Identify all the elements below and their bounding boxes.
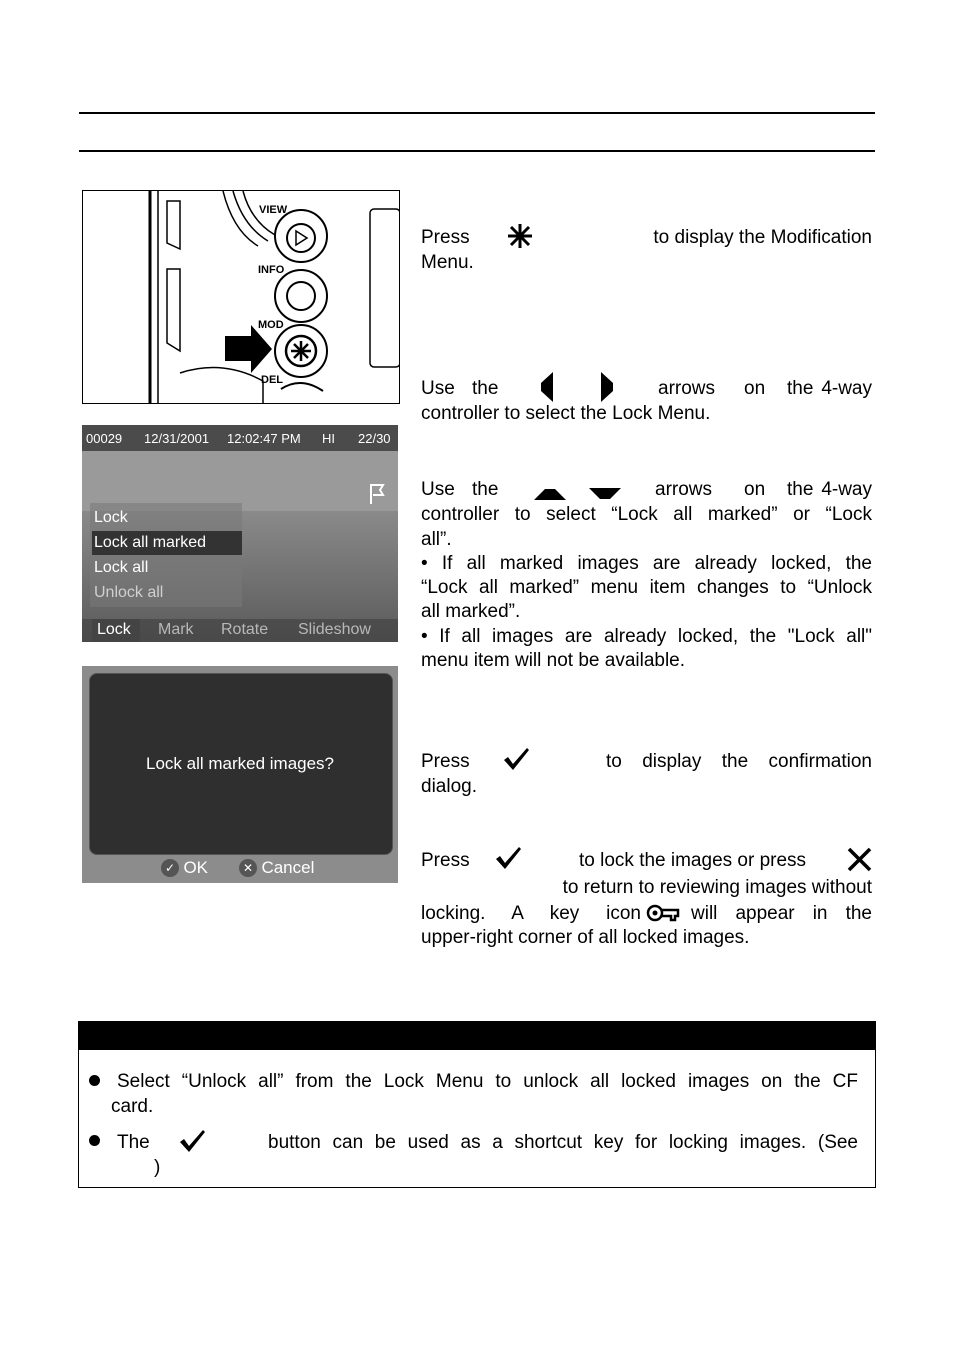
cancel-label: Cancel xyxy=(261,858,315,877)
image-count: 22/30 xyxy=(358,431,391,446)
step3-line3: all”. xyxy=(421,529,452,550)
tab-lock[interactable]: Lock xyxy=(97,621,131,638)
tab-slideshow[interactable]: Slideshow xyxy=(298,621,371,638)
ok-label: OK xyxy=(183,858,209,877)
camera-buttons-drawing xyxy=(83,191,399,403)
step2-way: 4-way xyxy=(821,378,872,399)
step4-cont: dialog. xyxy=(421,776,477,797)
step3-bullet1a: • If all marked images are already locked, the xyxy=(421,553,872,574)
step5-line3a: locking. A key icon xyxy=(421,903,641,924)
check-icon xyxy=(178,1128,206,1159)
frame-number: 00029 xyxy=(86,431,123,446)
tab-mark[interactable]: Mark xyxy=(158,621,194,638)
step4-press: Press xyxy=(421,751,470,772)
step3-use: Use xyxy=(421,479,455,500)
menu-item-lock-all-marked[interactable]: Lock all marked xyxy=(94,534,207,551)
step5-line4: upper-right corner of all locked images. xyxy=(421,927,750,948)
mod-label: MOD xyxy=(258,319,284,331)
menu-item-lock-all[interactable]: Lock all xyxy=(94,559,149,576)
lock-menu-screen xyxy=(82,425,398,642)
step5-press: Press xyxy=(421,850,470,871)
step3-on: on xyxy=(744,479,766,500)
note-item-2b: button can be used as a shortcut key for locking images. (See xyxy=(268,1132,858,1153)
sky-area xyxy=(82,451,398,511)
confirm-dialog-screen xyxy=(82,666,398,883)
step2-on: on xyxy=(744,378,766,399)
step3-way: 4-way xyxy=(821,479,872,500)
tab-rotate[interactable]: Rotate xyxy=(221,621,269,638)
header-rule-bottom xyxy=(79,150,875,152)
step2-arrows: arrows xyxy=(658,378,716,399)
status-bar xyxy=(82,425,398,451)
note-bullet-1 xyxy=(89,1075,100,1086)
step3-line2: controller to select “Lock all marked” or “Lock xyxy=(421,504,872,525)
dialog-cancel-button[interactable] xyxy=(239,858,314,878)
note-item-1b: card. xyxy=(111,1096,154,1117)
step2-the2: the xyxy=(787,378,814,399)
step2-use: Use xyxy=(421,378,455,399)
del-label: DEL xyxy=(261,374,283,386)
date-readout: 12/31/2001 xyxy=(144,431,210,446)
header-rule-top xyxy=(79,112,875,114)
step3-arrows: arrows xyxy=(655,479,713,500)
step-1 xyxy=(421,225,872,275)
menu-item-unlock-all[interactable]: Unlock all xyxy=(94,584,164,601)
dialog-message: Lock all marked images? xyxy=(145,754,335,773)
step5-rest: to lock the images or press xyxy=(579,850,807,871)
note-bullet-2 xyxy=(89,1135,100,1146)
step3-bullet2b: menu item will not be available. xyxy=(421,650,686,671)
step2-the: the xyxy=(472,378,499,399)
step5-line2: to return to reviewing images without xyxy=(562,877,872,898)
note-item-2c: ) xyxy=(154,1157,161,1178)
info-label: INFO xyxy=(258,264,285,276)
note-item-2a: The xyxy=(117,1132,150,1153)
view-label: VIEW xyxy=(259,204,288,216)
step3-bullet1c: all marked”. xyxy=(421,601,521,622)
step3-bullet1b: “Lock all marked” menu item changes to “Unlock xyxy=(421,577,872,598)
step1-press: Press xyxy=(421,227,470,248)
cancel-x-icon: ✕ xyxy=(239,859,257,877)
menu-item-lock[interactable]: Lock xyxy=(94,509,128,526)
step-4 xyxy=(421,749,872,799)
step1-cont: Menu. xyxy=(421,252,474,273)
camera-buttons-figure xyxy=(82,190,400,404)
step-2 xyxy=(421,376,872,426)
step5-line3b: will appear in the xyxy=(691,903,872,924)
step3-the2: the xyxy=(787,479,814,500)
step4-rest: to display the confirmation xyxy=(606,751,872,772)
step3-the: the xyxy=(472,479,499,500)
note-header-bar xyxy=(78,1021,876,1050)
step-3 xyxy=(421,477,872,672)
dialog-ok-button[interactable] xyxy=(161,858,208,878)
flag-icon xyxy=(369,483,385,505)
step3-bullet2a: • If all images are already locked, the "Lock all" xyxy=(421,626,872,647)
step2-cont: controller to select the Lock Menu. xyxy=(421,403,711,424)
step1-rest: to display the Modification xyxy=(653,227,872,248)
time-readout: 12:02:47 PM xyxy=(227,431,301,446)
check-icon xyxy=(494,845,522,878)
note-item-1a: Select “Unlock all” from the Lock Menu to unlock all locked images on the CF xyxy=(117,1071,858,1092)
step-5 xyxy=(421,848,872,950)
ok-check-icon: ✓ xyxy=(161,859,179,877)
quality-readout: HI xyxy=(322,431,335,446)
